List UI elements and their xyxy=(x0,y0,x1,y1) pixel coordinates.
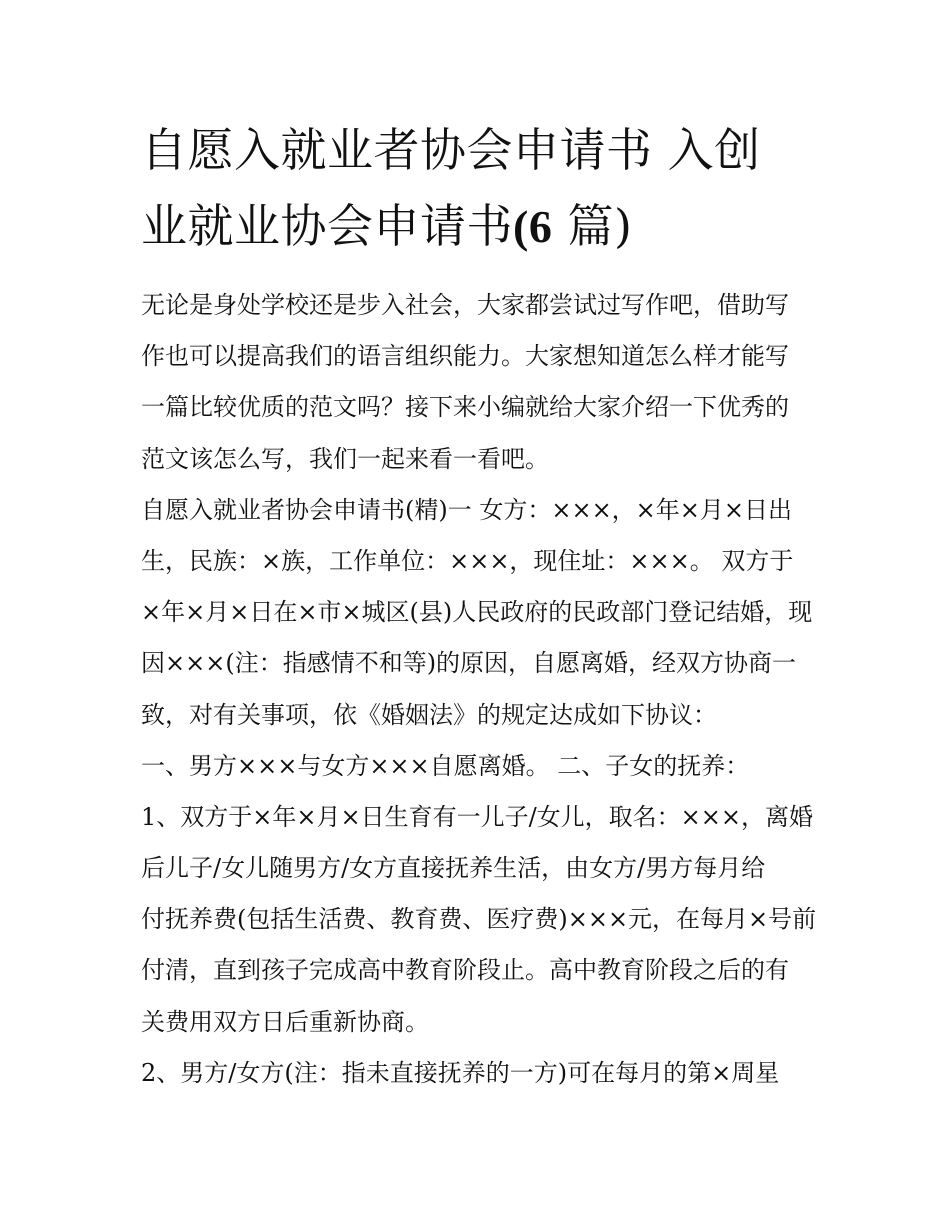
paragraph-line: 关费用双方日后重新协商。 xyxy=(141,1007,429,1036)
paragraph-line: 1、双方于×年×月×日生育有一儿子/女儿，取名：×××，离婚 xyxy=(141,802,814,831)
title-line-1: 自愿入就业者协会申请书 入创 xyxy=(141,123,761,177)
paragraph-line: 2、男方/女方(注：指未直接抚养的一方)可在每月的第×周星 xyxy=(141,1058,780,1087)
paragraph-line: 付抚养费(包括生活费、教育费、医疗费)×××元，在每月×号前 xyxy=(141,905,817,934)
paragraph-line: 付清，直到孩子完成高中教育阶段止。高中教育阶段之后的有 xyxy=(141,956,789,985)
title-line-2 xyxy=(141,188,821,265)
paragraph-line: 范文该怎么写，我们一起来看一看吧。 xyxy=(141,444,549,473)
paragraph-line: 因×××(注：指感情不和等)的原因，自愿离婚，经双方协商一 xyxy=(141,649,797,678)
document-title xyxy=(141,112,821,265)
paragraph-line: 后儿子/女儿随男方/女方直接抚养生活，由女方/男方每月给 xyxy=(141,854,766,883)
title-line-2-text: 业就业协会申请书 xyxy=(141,199,513,253)
paragraph-line: ×年×月×日在×市×城区(县)人民政府的民政部门登记结婚，现 xyxy=(141,598,813,627)
paragraph-line: 自愿入就业者协会申请书(精)一 女方：×××，×年×月×日出 xyxy=(141,495,793,524)
paragraph-line: 一篇比较优质的范文吗？接下来小编就给大家介绍一下优秀的 xyxy=(141,393,789,422)
title-line-2-count: (6 xyxy=(513,201,553,252)
paragraph-line: 一、男方×××与女方×××自愿离婚。 二、子女的抚养： xyxy=(141,751,750,780)
paragraph-line: 致，对有关事项，依《婚姻法》的规定达成如下协议： xyxy=(141,700,717,729)
paragraph-line: 无论是身处学校还是步入社会，大家都尝试过写作吧，借助写 xyxy=(141,291,789,319)
document-body xyxy=(141,280,821,1099)
title-line-2-suffix: 篇) xyxy=(552,199,633,253)
paragraph-line: 生，民族：×族，工作单位：×××，现住址：×××。 双方于 xyxy=(141,546,794,575)
paragraph-line: 作也可以提高我们的语言组织能力。大家想知道怎么样才能写 xyxy=(141,342,789,371)
